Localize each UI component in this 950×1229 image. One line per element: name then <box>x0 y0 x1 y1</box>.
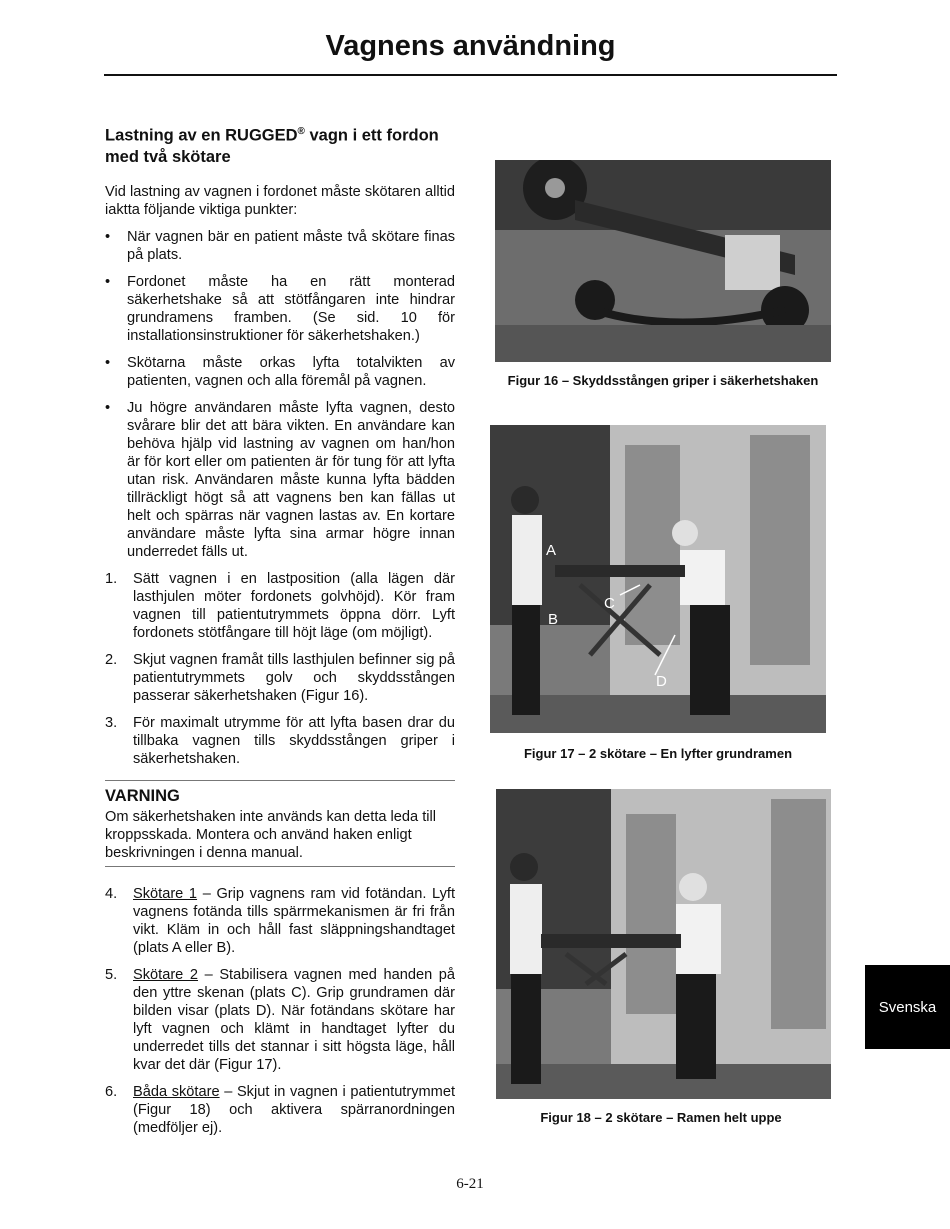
step-item: 5. Skötare 2 – Stabilisera vagnen med handen på den yttre skenan (plats C). Grip grundramen där bilden visar (plats D). När fotändans skötare har lyft vagnen och klämt in handtaget lyfter du underredet tills det stannar i sitt högsta läge, håll kvar det där (Figur 17). <box>105 966 456 1073</box>
step-list-a <box>105 570 455 768</box>
page-title: Vagnens användning <box>325 30 616 62</box>
bullet-item: • Fordonet måste ha en rätt monterad säkerhetshake så att stötfångaren inte hindrar grundramens framben. (Se sid. 10 för installationsinstruktioner för säkerhetshaken.) <box>105 273 455 344</box>
step-item: 1. Sätt vagnen i en lastposition (alla lägen där lasthjulen möter fordonets golvhöjd). Kör fram vagnen till patientutrymmets öppna dörr. Lyft fordonets stötfångare till höjt läge (om möjligt). <box>105 570 455 641</box>
figure-17-caption: Figur 17 – 2 skötare – En lyfter grundramen <box>523 746 793 761</box>
warning-title: VARNING <box>105 786 180 805</box>
step-item: 2. Skjut vagnen framåt tills lasthjulen befinner sig på patientutrymmets golv och skyddsstången passerar säkerhetshaken (Figur 16). <box>105 651 455 704</box>
step-item: 4. Skötare 1 – Grip vagnens ram vid fotändan. Lyft vagnens fotända tills spärrmekanismen är fri från vikt. Kläm in och håll fast släppningshandtaget (plats A eller B). <box>105 885 456 956</box>
figure-18-caption: Figur 18 – 2 skötare – Ramen helt uppe <box>540 1110 782 1125</box>
figure-17-label-a: A <box>546 542 557 559</box>
page-number: 6-21 <box>456 1176 484 1192</box>
figure-17-label-b: B <box>548 611 559 628</box>
warning-text: Om säkerhetshaken inte används kan detta leda till kroppsskada. Montera och använd haken enligt beskrivningen i denna manual. <box>105 808 436 861</box>
step-item: 3. För maximalt utrymme för att lyfta basen drar du tillbaka vagnen tills skyddsstången griper i säkerhetshaken. <box>105 714 455 767</box>
figure-17-label-d: D <box>656 673 667 690</box>
figure-16-caption: Figur 16 – Skyddsstången griper i säkerhetshaken <box>507 373 819 388</box>
figure-17-photo <box>490 425 826 733</box>
warning-box <box>105 780 455 867</box>
figure-17-label-c: C <box>604 595 615 612</box>
bullet-list <box>105 228 455 561</box>
language-tab: Svenska <box>865 965 950 1049</box>
bullet-item: • När vagnen bär en patient måste två skötare finas på plats. <box>105 228 455 263</box>
bullet-item: • Skötarna måste orkas lyfta totalvikten av patienten, vagnen och alla föremål på vagnen. <box>105 354 455 389</box>
section-heading: Lastning av en RUGGED® vagn i ett fordon med två skötare <box>105 126 439 166</box>
intro-paragraph: Vid lastning av vagnen i fordonet måste skötaren alltid iaktta följande viktiga punkter: <box>105 183 455 218</box>
figure-18-photo <box>496 789 831 1099</box>
title-divider <box>104 74 837 76</box>
figure-16-photo <box>495 160 831 362</box>
step-list-b <box>105 885 455 1137</box>
bullet-item: • Ju högre användaren måste lyfta vagnen, desto svårare blir det att bära vikten. En användare kan behöva hjälp vid lastning av vagnen om han/hon är för kort eller om patienten är för tung för att lyfta utan risk. Användaren måste kunna lyfta bädden tillräckligt högt så att vagnens ben kan fällas ut helt och spärras när vagnen lastas av. En kortare användare måste lyfta sina armar högre innan underredet fälls ut. <box>105 399 455 560</box>
text-column <box>105 121 455 1146</box>
step-item: 6. Båda skötare – Skjut in vagnen i patientutrymmet (Figur 18) och aktivera spärranordningen (medföljer ej). <box>105 1083 456 1136</box>
